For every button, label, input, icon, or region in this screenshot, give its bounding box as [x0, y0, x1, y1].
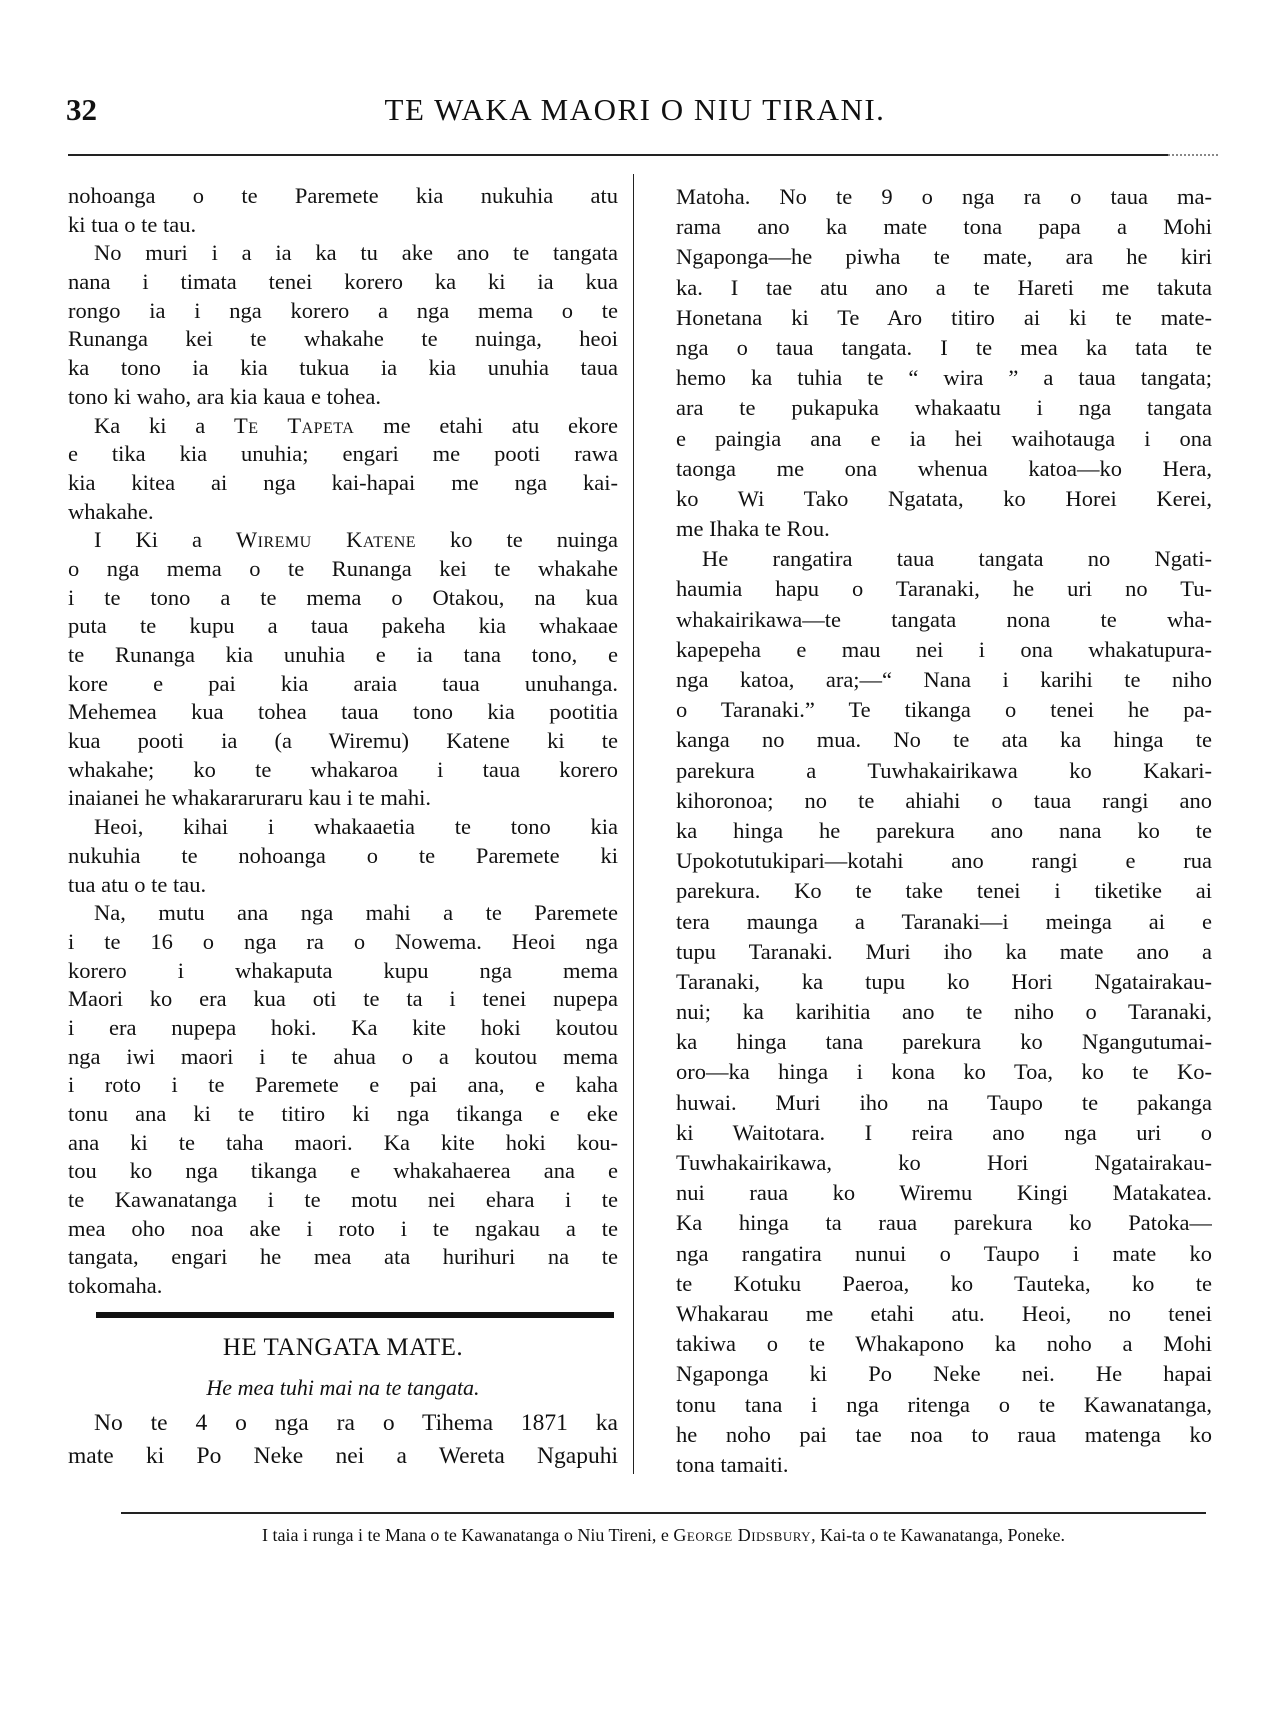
imprint-text: , Kai-ta o te Kawanatanga, Poneke.	[811, 1525, 1065, 1545]
text-line: i te 16 o nga ra o Nowema. Heoi nga	[68, 928, 618, 954]
text-line: He rangatira taua tangata no Ngati-	[702, 546, 1212, 572]
text-line: tono ki waho, ara kia kaua e tohea.	[68, 383, 382, 409]
footer-rule	[121, 1512, 1206, 1514]
text-segment: I Ki a	[94, 527, 236, 553]
text-line: e tika kia unuhia; engari me pooti rawa	[68, 441, 618, 467]
text-line: he noho pai tae noa to raua matenga ko	[676, 1421, 1212, 1447]
text-line: nga rangatira nunui o Taupo i mate ko	[676, 1240, 1212, 1266]
right-column	[676, 182, 1212, 1480]
text-line: whakahe; ko te whakaroa i taua korero	[68, 756, 618, 782]
text-line: ara te pukapuka whakaatu i nga tangata	[676, 395, 1212, 421]
text-line: nohoanga o te Paremete kia nukuhia atu	[68, 183, 618, 208]
masthead-title: TE WAKA MAORI O NIU TIRANI.	[384, 92, 886, 127]
text-line: Taranaki, ka tupu ko Hori Ngatairakau-	[676, 968, 1212, 994]
text-line: No te 4 o nga ra o Tihema 1871 ka	[94, 1410, 618, 1436]
text-line: oro—ka hinga i kona ko Toa, ko te Ko-	[676, 1059, 1212, 1085]
text-line: Mehemea kua tohea taua tono kia pootitia	[68, 699, 618, 725]
text-line: kapepeha e mau nei i ona whakatupura-	[676, 636, 1212, 662]
paragraph	[68, 239, 618, 411]
text-line: rongo ia i nga korero a nga mema o te	[68, 297, 618, 323]
text-line: Ngaponga ki Po Neke nei. He hapai	[676, 1361, 1212, 1387]
paragraph	[68, 526, 618, 813]
text-line: o Taranaki.” Te tikanga o tenei he pa-	[676, 697, 1212, 723]
text-line: i era nupepa hoki. Ka kite hoki koutou	[68, 1014, 618, 1040]
text-line: tou ko nga tikanga e whakahaerea ana e	[68, 1158, 618, 1184]
text-line: tera maunga a Taranaki—i meinga ai e	[676, 908, 1212, 934]
text-line: tonu tana i nga ritenga o te Kawanatanga,	[676, 1391, 1212, 1417]
text-line: haumia hapu o Taranaki, he uri no Tu-	[676, 576, 1212, 602]
text-line: tokomaha.	[68, 1273, 163, 1299]
column-divider	[633, 174, 634, 1474]
text-line: Heoi, kihai i whakaaetia te tono kia	[94, 814, 618, 840]
section-body	[68, 1407, 618, 1473]
text-line: me Ihaka te Rou.	[676, 516, 830, 542]
text-line: kia kitea ai nga kai-hapai me nga kai-	[68, 469, 618, 495]
text-line: i roto i te Paremete e pai ana, e kaha	[68, 1072, 618, 1098]
text-line: tua atu o te tau.	[68, 871, 207, 897]
text-line: ka hinga tana parekura ko Ngangutumai-	[676, 1029, 1212, 1055]
text-line: o nga mema o te Runanga kei te whakahe	[68, 555, 618, 581]
text-line: kua pooti ia (a Wiremu) Katene ki te	[68, 728, 618, 754]
text-segment: me etahi atu ekore	[354, 412, 618, 438]
text-line: nui; ka karihitia ano te niho o Taranaki,	[676, 999, 1212, 1025]
paragraph	[676, 182, 1212, 544]
text-line: nana i timata tenei korero ka ki ia kua	[68, 269, 618, 295]
text-line: Maori ko era kua oti te ta i tenei nupepa	[68, 986, 618, 1012]
text-line: nui raua ko Wiremu Kingi Matakatea.	[676, 1180, 1212, 1206]
text-line: kore e pai kia araia taua unuhanga.	[68, 670, 618, 696]
section-heading: HE TANGATA MATE.	[222, 1334, 464, 1361]
text-line: i te tono a te mema o Otakou, na kua	[68, 584, 618, 610]
text-line: tangata, engari he mea ata hurihuri na te	[68, 1244, 618, 1270]
paragraph	[68, 813, 618, 899]
text-line: korero i whakaputa kupu nga mema	[68, 957, 618, 983]
text-line: whakahe.	[68, 498, 154, 524]
printer-name: George Didsbury	[673, 1525, 812, 1545]
person-name: Te Tapeta	[233, 412, 355, 438]
text-line: takiwa o te Whakapono ka noho a Mohi	[676, 1331, 1212, 1357]
text-line: parekura. Ko te take tenei i tiketike ai	[676, 878, 1212, 904]
page-number: 32	[66, 92, 97, 127]
text-line: nga katoa, ara;—“ Nana i karihi te niho	[676, 667, 1212, 692]
section-subheading: He mea tuhi mai na te tangata.	[206, 1375, 480, 1400]
text-line: nga o taua tangata. I te mea ka tata te	[676, 334, 1212, 360]
text-line: Honetana ki Te Aro titiro ai ki te mate-	[676, 304, 1212, 330]
text-line: ka tono ia kia tukua ia kia unuhia taua	[68, 355, 618, 381]
text-line: tupu Taranaki. Muri iho ka mate ano a	[676, 938, 1212, 964]
section-divider-rule	[96, 1312, 614, 1318]
paragraph	[68, 182, 618, 239]
text-line: taonga me ona whenua katoa—ko Hera,	[676, 455, 1212, 481]
text-line: te Kawanatanga i te motu nei ehara i te	[68, 1187, 618, 1213]
text-line: tonu ana ki te titiro ki nga tikanga e eke	[68, 1101, 618, 1126]
text-line: Runanga kei te whakahe te nuinga, heoi	[68, 326, 618, 352]
text-segment: Ka ki a	[94, 412, 234, 438]
text-line: puta te kupu a taua pakeha kia whakaae	[68, 613, 618, 639]
text-segment: ko te nuinga	[416, 527, 618, 553]
text-line: ko Wi Tako Ngatata, ko Horei Kerei,	[676, 485, 1212, 511]
text-line: ki tua o te tau.	[68, 211, 197, 237]
text-line: nukuhia te nohoanga o te Paremete ki	[68, 842, 618, 868]
text-line: nga iwi maori i te ahua o a koutou mema	[68, 1043, 618, 1069]
person-name: Wiremu Katene	[235, 527, 417, 553]
text-line: hemo ka tuhia te “ wira ” a taua tangata;	[676, 365, 1212, 391]
text-line: Ngaponga—he piwha te mate, ara he kiri	[676, 244, 1212, 270]
text-line: te Runanga kia unuhia e ia tana tono, e	[68, 642, 618, 667]
text-line: e paingia ana e ia hei waihotauga i ona	[676, 425, 1212, 451]
text-line: te Kotuku Paeroa, ko Tauteka, ko te	[676, 1270, 1212, 1296]
text-line: parekura a Tuwhakairikawa ko Kakari-	[676, 757, 1212, 783]
text-line: ka hinga he parekura ano nana ko te	[676, 817, 1212, 843]
text-line	[68, 412, 618, 441]
imprint-text: I taia i runga i te Mana o te Kawanatanga o Niu Tireni, e	[262, 1525, 674, 1545]
text-line: Upokotutukipari—kotahi ano rangi e rua	[676, 848, 1212, 874]
paragraph	[68, 899, 618, 1301]
text-line: mate ki Po Neke nei a Wereta Ngapuhi	[68, 1443, 618, 1469]
text-line: ana ki te taha maori. Ka kite hoki kou-	[68, 1129, 618, 1155]
imprint-footer	[121, 1522, 1206, 1548]
text-line: Whakarau me etahi atu. Heoi, no tenei	[676, 1300, 1212, 1326]
paragraph	[68, 412, 618, 527]
text-line: inaianei he whakararuraru kau i te mahi.	[68, 785, 431, 811]
text-line: No muri i a ia ka tu ake ano te tangata	[94, 240, 618, 266]
text-line: ka. I tae atu ano a te Hareti me takuta	[676, 274, 1212, 300]
text-line: whakairikawa—te tangata nona te wha-	[676, 606, 1212, 632]
paragraph	[676, 544, 1212, 1480]
left-column	[68, 182, 618, 1301]
text-line: ki Waitotara. I reira ano nga uri o	[676, 1119, 1212, 1145]
text-line: huwai. Muri iho na Taupo te pakanga	[676, 1089, 1212, 1115]
text-line: Matoha. No te 9 o nga ra o taua ma-	[676, 184, 1212, 209]
text-line: tona tamaiti.	[676, 1451, 789, 1477]
header-rule-end	[1168, 154, 1218, 156]
text-line: Ka hinga ta raua parekura ko Patoka—	[676, 1210, 1212, 1236]
text-line: mea oho noa ake i roto i te ngakau a te	[68, 1215, 618, 1241]
text-line: kihoronoa; no te ahiahi o taua rangi ano	[676, 787, 1212, 813]
text-line: rama ano ka mate tona papa a Mohi	[676, 214, 1212, 240]
text-line: Na, mutu ana nga mahi a te Paremete	[94, 900, 618, 926]
text-line: kanga no mua. No te ata ka hinga te	[676, 727, 1212, 753]
header-rule	[68, 154, 1168, 156]
text-line	[68, 526, 618, 555]
text-line: Tuwhakairikawa, ko Hori Ngatairakau-	[676, 1150, 1212, 1175]
